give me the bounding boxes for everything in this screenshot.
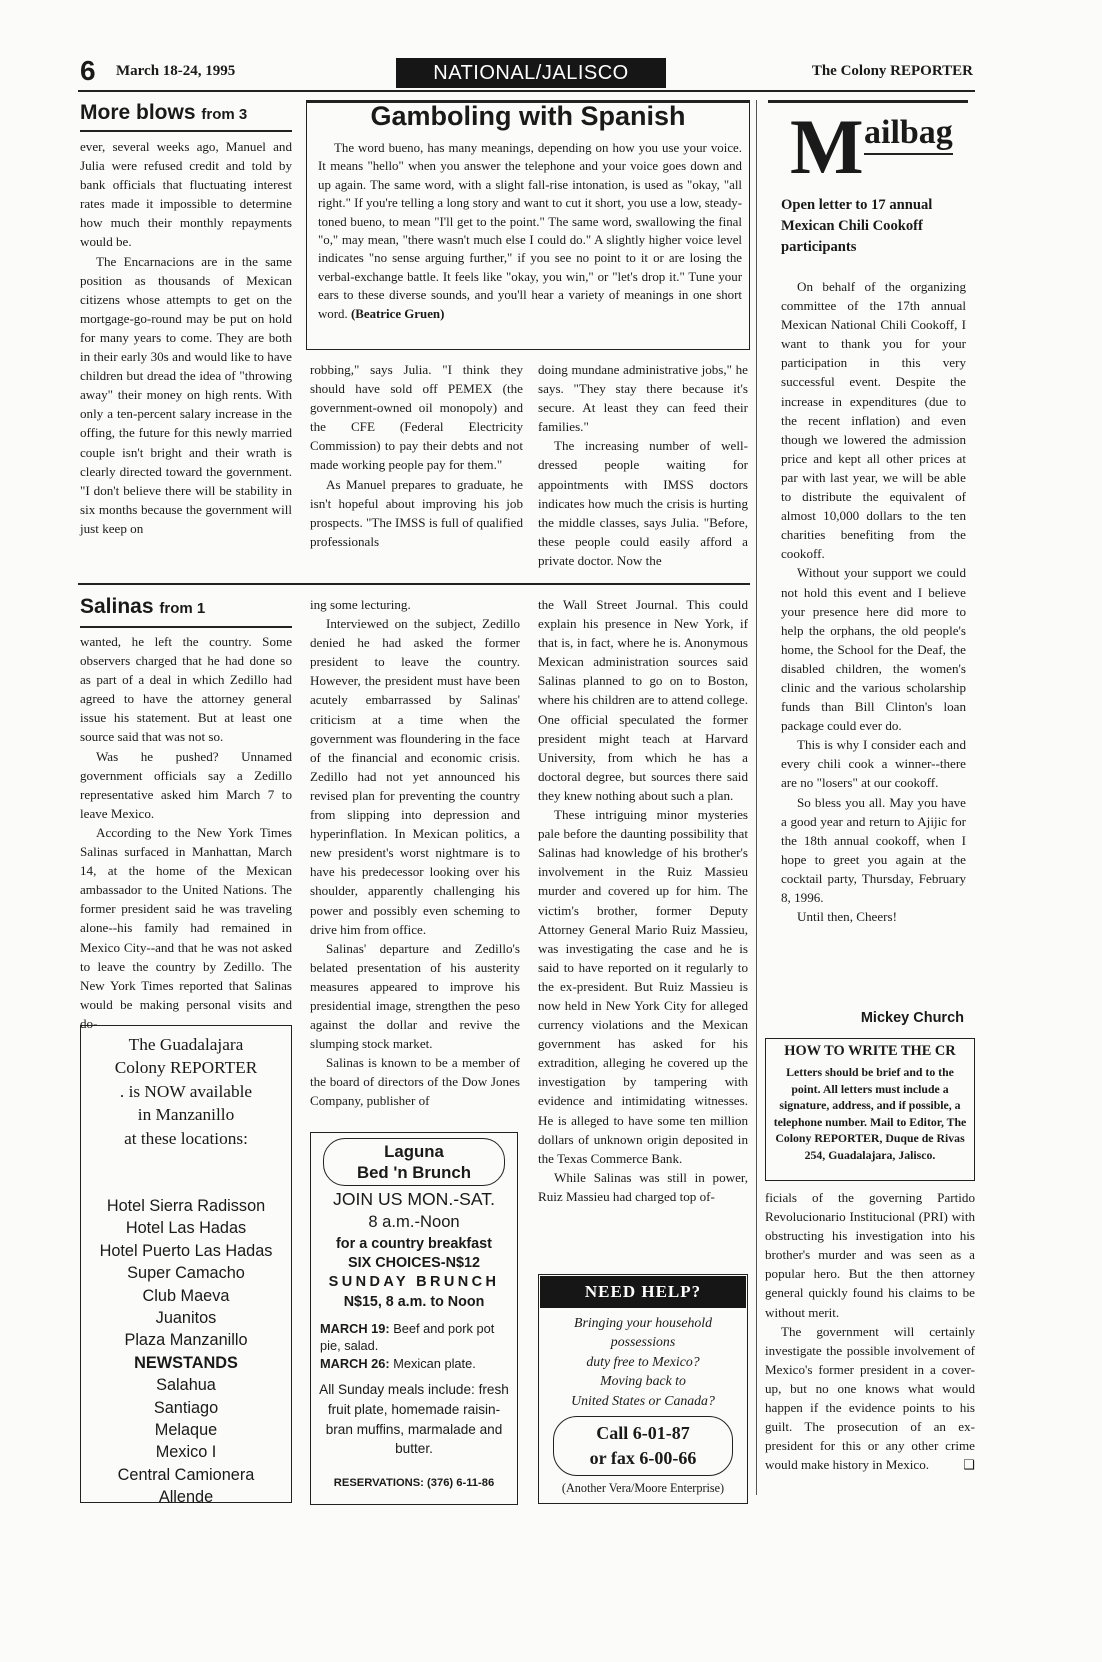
laguna-hours: 8 a.m.-Noon: [368, 1212, 460, 1231]
gamboling-headline: Gamboling with Spanish: [370, 101, 686, 131]
guadalajara-ad-intro: [84, 1033, 288, 1150]
section-banner: NATIONAL/JALISCO: [396, 58, 666, 88]
blows-rule: [80, 130, 292, 132]
salinas-final-text: The government will certainly investigate the possible involvement of Mexico's former president in a cover-up, but no one knows what would happen if the evidence points to his guilt. The prosecution of an ex-president for this or any other crime would make history in Mexico.: [765, 1323, 975, 1473]
laguna-menu: [320, 1320, 512, 1372]
salinas-paragraph: [765, 1322, 975, 1475]
ad-intro-line: in Manzanillo: [137, 1105, 235, 1125]
salinas-paragraph: Interviewed on the subject, Zedillo denied he had asked the former president to leave the country. However, the president must have been acutely embarrassed by Salinas' criticism at a time when the government was floundering in the face of the financial and economic crisis. Zedillo had not yet announced his revised plan for preventing the country from slipping into depression and hyperinflation. In Mexican politics, a new president's worst nightmare is to have his predecessor looking over his shoulder, apparently challenging his power and possibly even scheming to drive him from office.: [310, 616, 520, 937]
mailbag-paragraph: Until then, Cheers!: [797, 909, 897, 925]
laguna-menu-date: MARCH 26:: [320, 1355, 390, 1371]
mailbag-logo: [768, 100, 968, 191]
salinas-paragraph: ficials of the governing Partido Revolucionario Institucional (PRI) with obstructing his investigation into his brother's murder and was seen as a popular hero. But the then attorney general quickly found his claims to be without merit.: [765, 1190, 975, 1320]
mailbag-letter: [781, 277, 966, 926]
guadalajara-ad-locations: [84, 1195, 288, 1509]
salinas-col-2: [310, 595, 520, 1111]
ad-intro-line: . is NOW available: [119, 1081, 253, 1101]
salinas-paragraph: the Wall Street Journal. This could explain his presence in New York, if that is, in fact, where he is. Anonymous Mexican administration sources said Salinas planned to go on to Boston, where his children are to attend college. One official speculated the former president might teach at Harvard University, from which he has a doctoral degree, but sources there said they knew nothing about such a plan.: [538, 597, 748, 803]
help-line: Moving back to: [600, 1373, 686, 1389]
help-line: duty free to Mexico?: [586, 1353, 700, 1369]
ad-location: Hotel Las Hadas: [125, 1219, 247, 1238]
salinas-rule: [80, 626, 292, 628]
mailbag-subhead: Open letter to 17 annual Mexican Chili Cookoff participants: [781, 197, 933, 255]
help-line: United States or Canada?: [571, 1392, 715, 1408]
laguna-breakfast: for a country breakfast: [336, 1236, 492, 1252]
help-call: Call 6-01-87: [596, 1423, 690, 1443]
laguna-sunday: SUNDAY BRUNCH: [328, 1274, 500, 1290]
help-line: Bringing your household: [574, 1315, 712, 1330]
salinas-jump: from 1: [159, 600, 206, 617]
ad-intro-line: Colony REPORTER: [114, 1058, 258, 1078]
salinas-paragraph: Was he pushed? Unnamed government officials say a Zedillo representative asked him March 7 to leave Mexico.: [80, 748, 292, 821]
salinas-col-4: [765, 1188, 975, 1474]
laguna-menu-item: [320, 1355, 512, 1372]
blows-col-2: [310, 360, 523, 551]
blows-title: More blows: [80, 101, 196, 124]
gamboling-text: The word bueno, has many meanings, depending on how you use your voice. It means "hello" when you answer the telephone and your voice goes down and up again. The same word, with a slight fall-rise intonation, is used as "okay, "all right." If you're telling a long story and want to cut it short, you use a low, steady-toned bueno, to mean "I'll get to the point." The same word, swallowing the final "o," may mean, "there wasn't much else I could do." A slightly higher voice level indicates "no sense arguing further," if you see no point to it or are losing the verbal-exchange battle. It feels like "okay, you win," or "let's drop it." Tune your ears to these diverse sounds, and you'll hear a variety of meanings in one short word.: [318, 141, 742, 321]
ad-stand: Melaque: [154, 1421, 218, 1440]
salinas-paragraph: wanted, he left the country. Some observers charged that he had done so as part of a deal in which Zedillo had agreed to have the attorney general issue his statement. But at least one source said that was not so.: [80, 634, 292, 745]
salinas-col-1: [80, 632, 292, 1033]
howto-title: HOW TO WRITE THE CR: [784, 1043, 956, 1059]
ad-intro-line: at these locations:: [124, 1128, 248, 1148]
paper-name: The Colony REPORTER: [811, 63, 973, 79]
laguna-subname: Bed 'n Brunch: [356, 1163, 471, 1182]
laguna-sunday-price: N$15, 8 a.m. to Noon: [343, 1294, 485, 1310]
mailbag-paragraph: So bless you all. May you have a good year and return to Ajijic for the 18th annual cookoff, when I hope to greet you again at the cocktail party, Thursday, February 8, 1996.: [781, 794, 966, 905]
ad-location: Hotel Sierra Radisson: [106, 1197, 266, 1215]
laguna-name: Laguna: [384, 1142, 444, 1161]
blows-headline: [80, 101, 300, 125]
help-fax: or fax 6-00-66: [589, 1448, 697, 1468]
help-body: [542, 1313, 744, 1410]
ad-location: Plaza Manzanillo: [124, 1331, 248, 1350]
ad-intro-line: The Guadalajara: [128, 1035, 244, 1054]
help-title: NEED HELP?: [540, 1276, 746, 1308]
laguna-include: All Sunday meals include: fresh fruit plate, homemade raisin-bran muffins, marmalade and butter.: [319, 1382, 509, 1457]
gamboling-byline: (Beatrice Gruen): [350, 306, 445, 321]
ad-location: Super Camacho: [127, 1264, 245, 1283]
salinas-paragraph: While Salinas was still in power, Ruiz Massieu had charged top of-: [538, 1169, 748, 1204]
salinas-paragraph: Salinas' departure and Zedillo's belated presentation of his austerity measures appeared to improve his presidential image, strengthen the peso against the dollar and revive the slumping stock market.: [310, 940, 520, 1052]
laguna-menu-item: [320, 1320, 512, 1355]
ad-location: Club Maeva: [142, 1286, 230, 1305]
mailbag-paragraph: This is why I consider each and every chili cook a winner--there are no "losers" at our cookoff.: [781, 737, 966, 791]
salinas-col-3: [538, 595, 748, 1206]
salinas-title: Salinas: [80, 595, 154, 618]
salinas-headline: [80, 595, 300, 619]
help-line: possessions: [610, 1334, 676, 1350]
ad-stand: Mexico I: [155, 1443, 217, 1462]
mailbag-logo-m: M: [790, 103, 864, 190]
ad-location: Juanitos: [155, 1309, 217, 1328]
ad-stand: Allende: [158, 1488, 214, 1507]
blows-paragraph: The increasing number of well-dressed people waiting for appointments with IMSS doctors indicates how much the crisis is hurting the middle classes, says Julia. "Before, these people could easily afford a private doctor. Now the: [538, 438, 748, 568]
ad-stand: Santiago: [153, 1398, 219, 1417]
blows-paragraph: robbing," says Julia. "I think they should have sold off PEMEX (the government-owned oil monopoly) and the CFE (Federal Electricity Commission) to pay their debts and not made working people pay for them.": [310, 362, 523, 473]
laguna-reservations: RESERVATIONS: (376) 6-11-86: [333, 1477, 495, 1489]
blows-paragraph: ever, several weeks ago, Manuel and Julia were refused credit and told by bank officials that fluctuating interest rates made it impossible to determine how much their monthly repayments would be.: [80, 139, 292, 250]
blows-paragraph: doing mundane administrative jobs," he says. "They stay there because it's secure. At least they can feed their families.": [538, 362, 748, 435]
gamboling-body: [318, 139, 742, 323]
section-rule: [78, 583, 750, 585]
laguna-choices: SIX CHOICES-N$12: [348, 1255, 480, 1271]
salinas-paragraph: Salinas is known to be a member of the board of directors of the Dow Jones Company, publisher of: [310, 1055, 520, 1109]
mailbag-logo-rest: ailbag: [864, 113, 953, 155]
blows-col-1: [80, 137, 292, 538]
salinas-paragraph: ing some lecturing.: [310, 597, 411, 612]
page-number: 6: [80, 55, 96, 86]
laguna-logo: [323, 1138, 505, 1186]
laguna-menu-text: Mexican plate.: [393, 1355, 476, 1371]
ad-newstands: NEWSTANDS: [134, 1353, 238, 1372]
ad-stand: Central Camionera: [117, 1465, 255, 1484]
help-contact: [553, 1416, 733, 1476]
laguna-menu-text: Beef and pork pot pie, salad.: [320, 1321, 495, 1354]
blows-paragraph: As Manuel prepares to graduate, he isn't hopeful about improving his job prospects. "The IMSS is full of qualified professionals: [310, 476, 523, 549]
header-rule: [78, 90, 975, 92]
end-mark-icon: ❑: [963, 1457, 975, 1473]
blows-paragraph: The Encarnacions are in the same position as thousands of Mexican citizens whose attempts to get on the mortgage-go-round may be put on hold for many years to come. They are both in their early 30s and would like to have children but dread the idea of "throwing away" their money on high rents. With only a ten-percent salary increase in the offing, the future for this newly married couple isn't bright and their wrath is clearly directed toward the government. "I don't believe there will be stability in six months because the government will just keep on: [80, 253, 292, 536]
mailbag-paragraph: Without your support we could not hold this event and I believe your presence here did more to help the orphans, the old people's home, the School for the Deaf, the disabled children, the women's clinic and the various scholarship funds than Bill Clinton's loan package could ever do.: [781, 565, 966, 734]
issue-date: March 18-24, 1995: [116, 63, 236, 79]
help-footer: (Another Vera/Moore Enterprise): [561, 1481, 725, 1495]
mailbag-paragraph: On behalf of the organizing committee of the 17th annual Mexican National Chili Cookoff, I want to thank you for your participation in this very successful event. Despite the increase in expenditures (due to the recent inflation) and even though we lowered the admission price and kept all other prices at par with last year, we will be able to distribute the equivalent of almost 10,000 dollars to the ten charities benefiting from the cookoff.: [781, 279, 966, 562]
ad-location: Hotel Puerto Las Hadas: [99, 1241, 273, 1260]
howto-text: Letters should be brief and to the point. All letters must include a signature, address, and if possible, a telephone number. Mail to Editor, The Colony REPORTER, Duque de Rivas 254, Guadalajara, Jalisco.: [773, 1065, 967, 1162]
column-divider: [756, 100, 757, 1495]
laguna-join: JOIN US MON.-SAT.: [333, 1189, 495, 1209]
ad-stand: Salahua: [156, 1376, 216, 1395]
blows-col-3: [538, 360, 748, 570]
salinas-paragraph: According to the New York Times Salinas surfaced in Manhattan, March 14, at the home of the Mexican ambassador to the United Nations. The former president said he was traveling alone--his family had remained in Mexico City--and that he was not asked to leave the country by Zedillo. The New York Times reported that Salinas would be making personal visits and do-: [80, 824, 292, 1031]
mailbag-signature: Mickey Church: [860, 1010, 964, 1026]
laguna-menu-date: MARCH 19:: [320, 1321, 390, 1336]
blows-jump: from 3: [201, 106, 248, 123]
salinas-paragraph: These intriguing minor mysteries pale before the daunting possibility that Salinas had knowledge of his brother's involvement in the Ruiz Massieu murder and covered up for him. The victim's brother, former Deputy Attorney General Mario Ruiz Massieu, was investigating the case and he is said to have reported on it regularly to the ex-president. But Ruiz Massieu is now held in New York City for alleged currency violations and the Mexican government has asked for his extradition, alleging he covered up the investigation by tampering with evidence and intimidating witnesses. He is alleged to have some ten million dollars of unknown origin deposited in the Texas Commerce Bank.: [538, 807, 748, 1166]
